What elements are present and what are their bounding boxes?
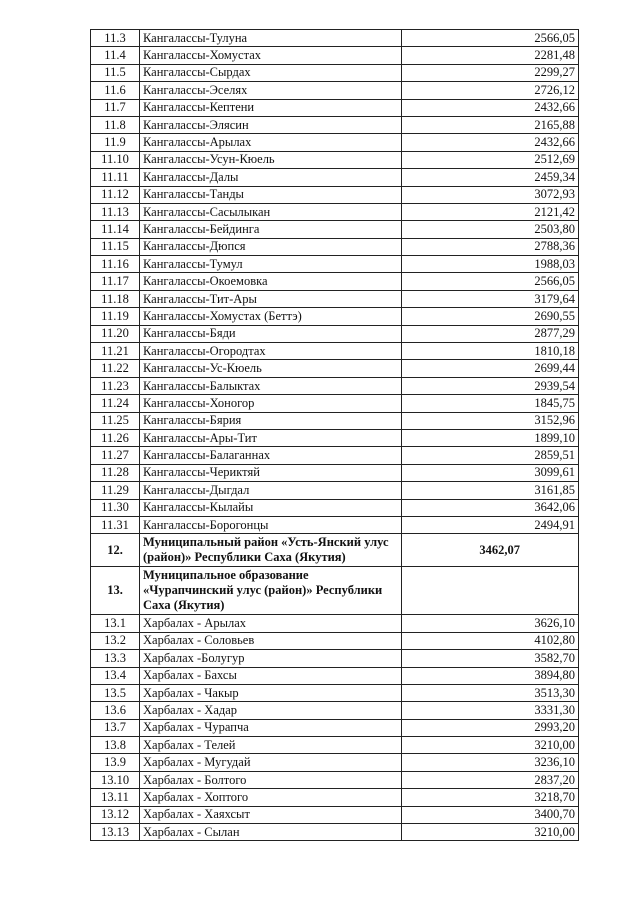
row-number: 11.20	[91, 325, 140, 342]
row-number: 11.22	[91, 360, 140, 377]
row-name: Кангалассы-Элясин	[140, 116, 402, 133]
row-number: 11.19	[91, 308, 140, 325]
row-value: 1988,03	[402, 256, 579, 273]
table-row	[91, 824, 579, 841]
row-number: 11.21	[91, 343, 140, 360]
row-value: 2121,42	[402, 203, 579, 220]
row-name: Кангалассы-Балаганнах	[140, 447, 402, 464]
row-name: Кангалассы-Хоногор	[140, 395, 402, 412]
row-value: 3210,00	[402, 824, 579, 841]
row-number: 11.24	[91, 395, 140, 412]
row-name: Харбалах - Хаяхсыт	[140, 806, 402, 823]
row-number: 13.6	[91, 702, 140, 719]
row-name: Кангалассы-Далы	[140, 169, 402, 186]
row-number: 11.31	[91, 516, 140, 533]
row-name: Кангалассы-Бяди	[140, 325, 402, 342]
table-row	[91, 325, 579, 342]
table-row	[91, 447, 579, 464]
table-row	[91, 702, 579, 719]
row-value: 3331,30	[402, 702, 579, 719]
row-number: 11.17	[91, 273, 140, 290]
row-value: 2699,44	[402, 360, 579, 377]
row-name: Кангалассы-Кылайы	[140, 499, 402, 516]
row-number: 13.9	[91, 754, 140, 771]
row-value: 3894,80	[402, 667, 579, 684]
row-name: Харбалах - Сылан	[140, 824, 402, 841]
row-number: 11.8	[91, 116, 140, 133]
row-name: Кангалассы-Бярия	[140, 412, 402, 429]
row-name: Кангалассы-Тит-Ары	[140, 290, 402, 307]
table-row	[91, 343, 579, 360]
row-number: 11.6	[91, 82, 140, 99]
row-number: 11.26	[91, 429, 140, 446]
row-name: Харбалах - Телей	[140, 737, 402, 754]
row-name: Муниципальный район «Усть-Янский улус (район)» Республики Саха (Якутия)	[140, 534, 402, 567]
table-row	[91, 82, 579, 99]
row-name: Кангалассы-Сырдах	[140, 64, 402, 81]
row-value: 3152,96	[402, 412, 579, 429]
row-value: 2299,27	[402, 64, 579, 81]
row-value: 2165,88	[402, 116, 579, 133]
row-value: 3462,07	[402, 534, 579, 567]
row-value: 2494,91	[402, 516, 579, 533]
row-number: 11.12	[91, 186, 140, 203]
table-row	[91, 464, 579, 481]
table-row	[91, 360, 579, 377]
row-name: Кангалассы-Бейдинга	[140, 221, 402, 238]
row-name: Кангалассы-Кептени	[140, 99, 402, 116]
row-number: 11.5	[91, 64, 140, 81]
table-row	[91, 395, 579, 412]
row-value: 3218,70	[402, 789, 579, 806]
row-number: 11.18	[91, 290, 140, 307]
row-value: 2281,48	[402, 47, 579, 64]
row-name: Кангалассы-Тумул	[140, 256, 402, 273]
row-number: 11.29	[91, 482, 140, 499]
row-number: 13.10	[91, 771, 140, 788]
table-row	[91, 429, 579, 446]
row-value: 1899,10	[402, 429, 579, 446]
table-row	[91, 134, 579, 151]
row-value: 3072,93	[402, 186, 579, 203]
row-number: 13.13	[91, 824, 140, 841]
table-row	[91, 567, 579, 615]
row-number: 13.	[91, 567, 140, 615]
row-number: 11.28	[91, 464, 140, 481]
table-row	[91, 47, 579, 64]
row-number: 11.30	[91, 499, 140, 516]
row-value: 2877,29	[402, 325, 579, 342]
table-row	[91, 754, 579, 771]
table-row	[91, 806, 579, 823]
row-number: 11.4	[91, 47, 140, 64]
row-name: Кангалассы-Усун-Кюель	[140, 151, 402, 168]
row-number: 11.16	[91, 256, 140, 273]
table-body	[91, 30, 579, 841]
row-number: 11.13	[91, 203, 140, 220]
row-number: 11.10	[91, 151, 140, 168]
table-row	[91, 64, 579, 81]
row-name: Муниципальное образование «Чурапчинский улус (район)» Республики Саха (Якутия)	[140, 567, 402, 615]
row-name: Кангалассы-Сасылыкан	[140, 203, 402, 220]
row-value: 2726,12	[402, 82, 579, 99]
row-number: 13.4	[91, 667, 140, 684]
row-number: 11.23	[91, 377, 140, 394]
row-value: 2690,55	[402, 308, 579, 325]
table-row	[91, 684, 579, 701]
table-row	[91, 116, 579, 133]
row-name: Кангалассы-Огородтах	[140, 343, 402, 360]
row-value: 2432,66	[402, 99, 579, 116]
row-value: 3236,10	[402, 754, 579, 771]
row-value: 2512,69	[402, 151, 579, 168]
table-row	[91, 789, 579, 806]
tariff-table	[90, 29, 579, 841]
row-value: 2432,66	[402, 134, 579, 151]
row-number: 13.7	[91, 719, 140, 736]
table-row	[91, 499, 579, 516]
row-value: 2939,54	[402, 377, 579, 394]
table-row	[91, 771, 579, 788]
row-name: Харбалах - Бахсы	[140, 667, 402, 684]
row-value: 2503,80	[402, 221, 579, 238]
table-row	[91, 650, 579, 667]
table-row	[91, 308, 579, 325]
table-row	[91, 534, 579, 567]
row-value: 3626,10	[402, 615, 579, 632]
table-row	[91, 99, 579, 116]
table-row	[91, 719, 579, 736]
table-row	[91, 290, 579, 307]
row-name: Харбалах - Мугудай	[140, 754, 402, 771]
row-value: 2566,05	[402, 30, 579, 47]
row-name: Харбалах - Хоптого	[140, 789, 402, 806]
table-row	[91, 30, 579, 47]
table-row	[91, 256, 579, 273]
row-number: 13.1	[91, 615, 140, 632]
table-row	[91, 615, 579, 632]
row-value: 3582,70	[402, 650, 579, 667]
row-value: 3179,64	[402, 290, 579, 307]
row-number: 13.11	[91, 789, 140, 806]
row-name: Кангалассы-Борогонцы	[140, 516, 402, 533]
row-name: Харбалах - Чакыр	[140, 684, 402, 701]
row-name: Кангалассы-Ары-Тит	[140, 429, 402, 446]
row-name: Харбалах - Чурапча	[140, 719, 402, 736]
row-value: 3400,70	[402, 806, 579, 823]
table-row	[91, 203, 579, 220]
table-row	[91, 169, 579, 186]
row-value: 2566,05	[402, 273, 579, 290]
row-number: 11.7	[91, 99, 140, 116]
row-value: 2859,51	[402, 447, 579, 464]
row-number: 11.25	[91, 412, 140, 429]
row-name: Кангалассы-Тулуна	[140, 30, 402, 47]
table-row	[91, 186, 579, 203]
row-number: 11.15	[91, 238, 140, 255]
row-name: Кангалассы-Балыктах	[140, 377, 402, 394]
row-value: 4102,80	[402, 632, 579, 649]
row-name: Харбалах -Болугур	[140, 650, 402, 667]
row-number: 13.12	[91, 806, 140, 823]
table-row	[91, 667, 579, 684]
row-value: 1810,18	[402, 343, 579, 360]
row-number: 13.2	[91, 632, 140, 649]
row-name: Кангалассы-Арылах	[140, 134, 402, 151]
row-name: Кангалассы-Дыгдал	[140, 482, 402, 499]
row-value: 2837,20	[402, 771, 579, 788]
row-name: Харбалах - Хадар	[140, 702, 402, 719]
row-value: 3099,61	[402, 464, 579, 481]
row-number: 11.9	[91, 134, 140, 151]
row-value: 3210,00	[402, 737, 579, 754]
row-name: Кангалассы-Эселях	[140, 82, 402, 99]
row-number: 13.3	[91, 650, 140, 667]
row-name: Кангалассы-Дюпся	[140, 238, 402, 255]
row-value: 3513,30	[402, 684, 579, 701]
row-name: Харбалах - Соловьев	[140, 632, 402, 649]
table-row	[91, 482, 579, 499]
row-number: 12.	[91, 534, 140, 567]
row-number: 11.11	[91, 169, 140, 186]
row-value: 3642,06	[402, 499, 579, 516]
row-name: Кангалассы-Хомустах	[140, 47, 402, 64]
row-value: 2459,34	[402, 169, 579, 186]
table-row	[91, 737, 579, 754]
table-row	[91, 238, 579, 255]
row-number: 11.3	[91, 30, 140, 47]
table-row	[91, 632, 579, 649]
row-value: 2788,36	[402, 238, 579, 255]
row-name: Харбалах - Арылах	[140, 615, 402, 632]
row-number: 13.5	[91, 684, 140, 701]
row-name: Кангалассы-Ус-Кюель	[140, 360, 402, 377]
row-value: 1845,75	[402, 395, 579, 412]
table-row	[91, 412, 579, 429]
table-row	[91, 151, 579, 168]
row-number: 11.27	[91, 447, 140, 464]
row-name: Кангалассы-Чериктяй	[140, 464, 402, 481]
table-row	[91, 516, 579, 533]
row-value: 2993,20	[402, 719, 579, 736]
row-name: Кангалассы-Окоемовка	[140, 273, 402, 290]
row-number: 11.14	[91, 221, 140, 238]
row-value: 3161,85	[402, 482, 579, 499]
table-row	[91, 377, 579, 394]
row-number: 13.8	[91, 737, 140, 754]
table-row	[91, 221, 579, 238]
row-value	[402, 567, 579, 615]
row-name: Кангалассы-Танды	[140, 186, 402, 203]
table-row	[91, 273, 579, 290]
row-name: Харбалах - Болтого	[140, 771, 402, 788]
row-name: Кангалассы-Хомустах (Беттэ)	[140, 308, 402, 325]
